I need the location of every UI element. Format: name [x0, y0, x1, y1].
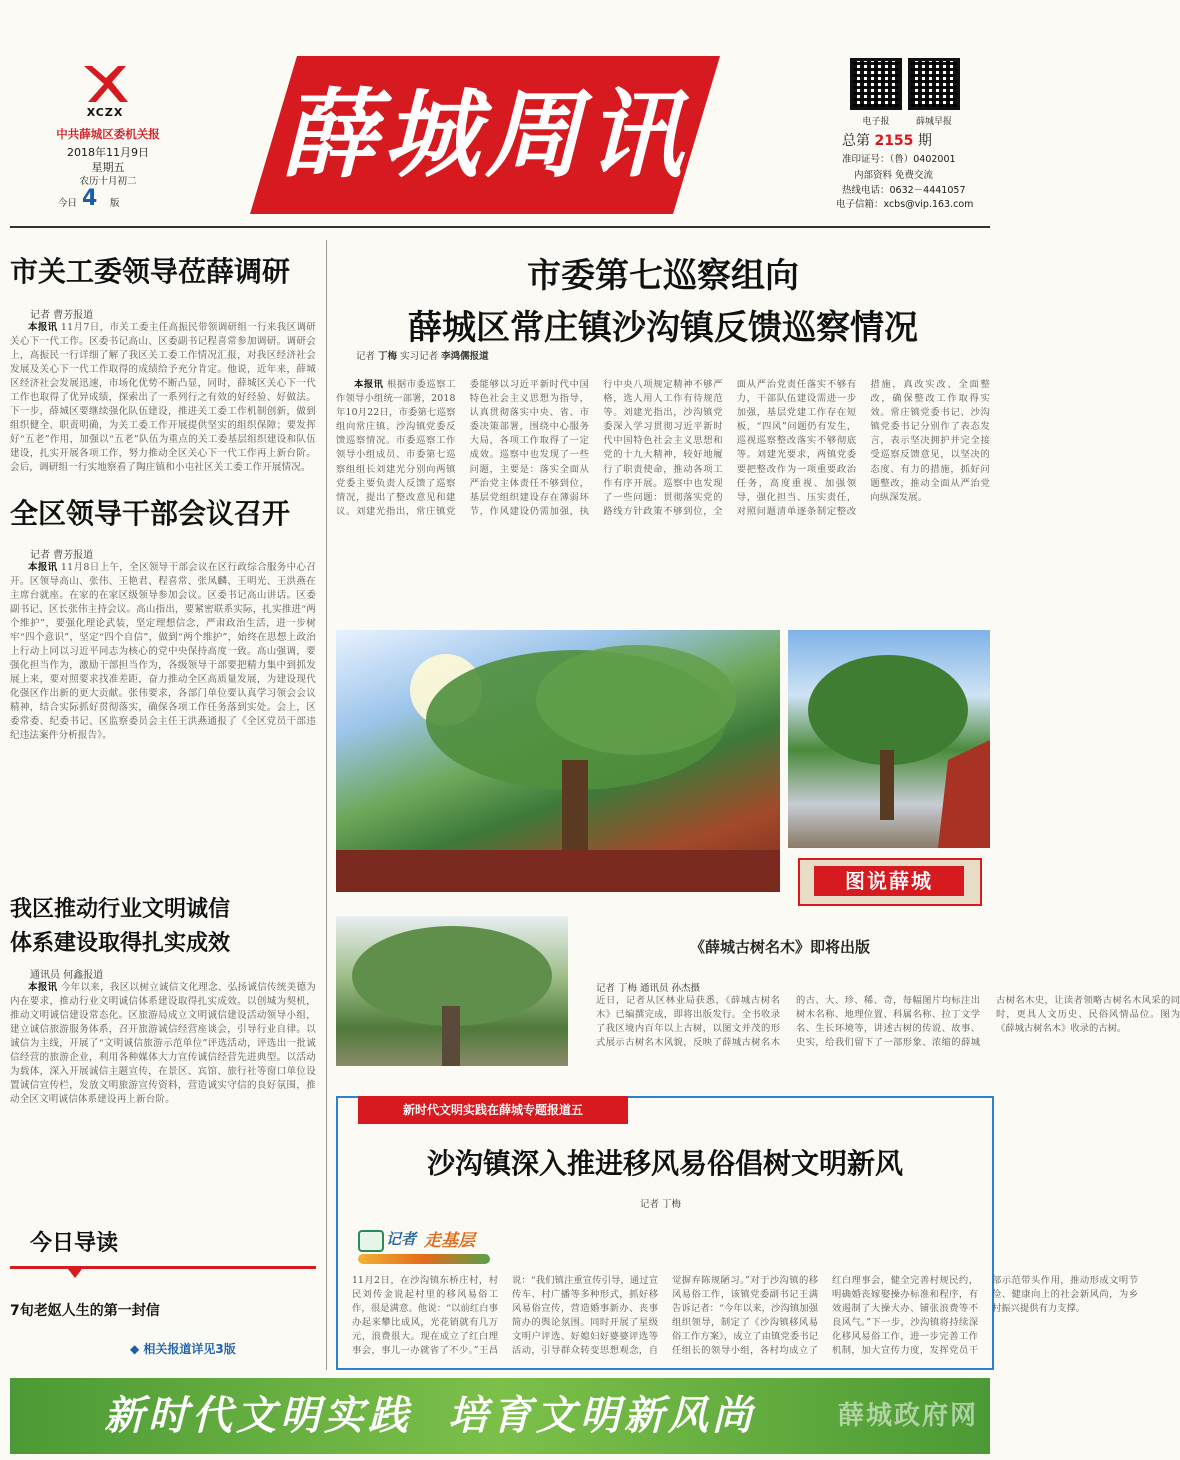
byline-text: 记者 曹芳报道	[30, 310, 94, 321]
lead-text: 根据市委巡察工作领导小组统一部署，2018年10月22日，市委第七巡察组向常庄镇、沙沟镇党委反馈巡察情况。市委巡察工作领导小组成员、市委第七巡察组组长刘建光分别向两镇党委主要负责人反馈了巡察情况，提出了整改意见和建议。刘建光指出，常庄镇党委能够以习近平新时代中国特色社会主义思想为指导，认真贯彻落实中央、省、市委决策部署，围绕中心服务大局，各项工作取得了一定成效。巡察中也发现了一些问题，主要是：落实全面从严治党主体责任不够到位，基层党组织建设存在薄弱环节，作风建设仍需加强，执行中央八项规定精神不够严格，选人用人工作有待规范等。刘建光指出，沙沟镇党委深入学习贯彻习近平新时代中国特色社会主义思想和党的十九大精神，较好地履行了职责使命，推动各项工作有序开展。巡察中也发现了一些问题：贯彻落实党的路线方针政策不够到位，全面从严治党责任落实不够有力，干部队伍建设需进一步加强，基层党建工作存在短板，“四风”问题仍有发生，巡视巡察整改落实不够彻底等。刘建光要求，两镇党委要把整改作为一项重要政治任务，高度重视、加强领导，强化担当、压实责任，对照问题清单逐条制定整改措施，真改实改、全面整改，确保整改工作取得实效。常庄镇党委书记、沙沟镇党委书记分别作了表态发言，表示坚决拥护并完全接受巡察反馈意见，以坚决的态度、有力的措施，抓好问题整改，推动全面从严治党向纵深发展。	[336, 379, 990, 517]
logo[interactable]	[80, 62, 130, 122]
article-byline	[10, 306, 316, 321]
photo-tag	[798, 858, 982, 906]
guide-rule	[10, 1266, 316, 1269]
article-title: 全区领导干部会议召开	[10, 497, 291, 530]
column-divider	[326, 240, 327, 1370]
article-text: 今年以来，我区以树立诚信文化理念、弘扬诚信传统美德为内在要求，推动行业文明诚信体系建设取得扎实成效。以创城为契机，推动文明诚信建设常态化。区旅游局成立文明诚信建设活动领导小组，建立诚信旅游服务体系，召开旅游诚信经营座谈会，引导行业自律。以诚信为主线，开展了“文明诚信旅游示范单位”评选活动，评选出一批诚信经营的旅游企业，利用各种媒体大力宣传诚信经营先进典型。以活动为载体，深入开展诚信主题宣传，在景区、宾馆、旅行社等窗口单位设置诚信宣传栏，发放文明旅游宣传资料，营造诚实守信的良好氛围，推动全区文明诚信体系建设再上新台阶。	[10, 982, 316, 1105]
page-count	[52, 187, 162, 213]
article-guanxin[interactable]	[10, 248, 316, 476]
footer-watermark: 薛城政府网	[837, 1401, 978, 1431]
issue-suffix: 期	[917, 133, 932, 149]
byline-reporter-label: 记者	[356, 351, 376, 362]
article-body	[10, 321, 316, 473]
lead-story[interactable]	[336, 250, 990, 620]
print-permit: 准印证号：（鲁）0402001	[842, 154, 956, 165]
special-byline: 记者 丁梅	[640, 1199, 682, 1210]
qr-code-right[interactable]	[908, 58, 960, 110]
photo-caption-text: 近日，记者从区林业局获悉，《薛城古树名木》已编撰完成，即将出版发行。全书收录了我区境内百年以上古树，以图文并茂的形式展示古树名木风貌，反映了薛城古树名木的古、大、珍、稀、奇，每幅图片均标注出树木名称、地理位置、科属名称、拉丁文学名、生长环境等，讲述古树的传说、故事、史实，给我们留下了一部形象、浓缩的薛城古树名木史，让读者领略古树名木风采的同时，更具人文历史、民俗风情品位。图为《薛城古树名木》收录的古树。	[596, 995, 1180, 1048]
hotline: 热线电话：0632－4441057	[842, 185, 966, 196]
page-count-suffix: 版	[110, 198, 120, 209]
today-guide	[10, 1222, 316, 1372]
lead-body	[336, 378, 990, 618]
byline-intern: 李鸿儒报道	[441, 351, 489, 362]
issue-prefix: 总第	[842, 133, 870, 149]
page-count-number: 4	[82, 186, 98, 211]
lead-title-line2: 薛城区常庄镇沙沟镇反馈巡察情况	[408, 308, 918, 348]
article-lead: 本报讯	[28, 562, 58, 573]
article-lead: 本报讯	[28, 322, 58, 333]
article-byline	[10, 966, 316, 981]
qr-code-left[interactable]	[850, 58, 902, 110]
byline-text: 通讯员 何鑫报道	[30, 970, 104, 981]
photo-caption-byline: 记者 丁梅 通讯员 孙杰摄	[596, 983, 701, 994]
photo-caption-title: 《薛城古树名木》即将出版	[689, 938, 870, 956]
byline-intern-label: 实习记者	[400, 351, 439, 362]
guide-title: 今日导读	[30, 1230, 119, 1256]
logo-text: XCZX	[86, 106, 124, 119]
special-banner: 新时代文明实践在薛城专题报道五	[358, 1096, 628, 1124]
article-text: 11月8日上午，全区领导干部会议在区行政综合服务中心召开。区领导高山、张伟、王艳君、程喜常、张凤麟、王明光、王洪燕在主席台就座。在家的在家区级领导参加会议。区委书记高山讲话。区委副书记、区长张伟主持会议。高山指出，要紧密联系实际，扎实推进“两个维护”，要强化理论武装，坚定理想信念，严肃政治生活，进一步树牢“四个意识”，坚定“四个自信”，做到“两个维护”，始终在思想上政治上行动上同以习近平同志为核心的党中央保持高度一致。高山强调，要强化担当作为，激励干部担当作为，各级领导干部要把精力集中到抓发展上来，要对照要求找准差距，奋力推动全区高质量发展，为建设现代化强区作出新的更大贡献。张伟要求，各部门单位要认真学习领会会议精神，结合实际抓好贯彻落实，确保各项工作任务落到实处。会上，区委常委、纪委书记、区监察委员会主任王洪燕通报了《全区党员干部违纪违法案件分析报告》。	[10, 562, 316, 741]
lead-title-line1: 市委第七巡察组向	[527, 256, 799, 296]
special-title: 沙沟镇深入推进移风易俗倡树文明新风	[426, 1147, 903, 1180]
byline-text: 记者 曹芳报道	[30, 550, 94, 561]
logo-icon	[80, 62, 130, 104]
tree-illustration	[336, 916, 568, 1066]
footer-slogan: 新时代文明实践 培育文明新风尚	[104, 1392, 756, 1439]
footer-banner	[10, 1378, 990, 1454]
special-badge	[358, 1224, 490, 1268]
article-body	[10, 561, 316, 867]
photo-main[interactable]	[336, 630, 780, 892]
internal-note: 内部资料 免费交流	[854, 170, 934, 181]
badge-prefix: 记者	[386, 1230, 417, 1248]
photo-tag-text: 图说薛城	[814, 866, 964, 896]
issue-number-value: 2155	[874, 133, 914, 149]
lead-lead: 本报讯	[354, 379, 384, 390]
masthead	[0, 0, 1000, 240]
badge-ribbon	[358, 1254, 490, 1264]
byline-reporter: 丁梅	[378, 351, 398, 362]
lunar-date: 农历十月初二	[79, 176, 137, 187]
article-integrity[interactable]	[10, 892, 316, 1214]
photo-small[interactable]	[336, 916, 568, 1066]
guide-link[interactable]: ◆ 相关报道详见3版	[130, 1342, 236, 1356]
badge-main: 走基层	[424, 1231, 475, 1251]
special-body: 11月2日，在沙沟镇东桥庄村，村民刘传金说起村里的移风易俗工作，很是满意。他说：“以前红白事办起来攀比成风，光花销就有几万元，浪费很大。现在成立了红白理事会，事儿一办就省了不少。”王昌说：“我们镇注重宣传引导，通过宣传车、村广播等多种形式，抓好移风易俗宣传，营造婚事新办、丧事简办的舆论氛围。同时开展了星级文明户评选、好媳妇好婆婆评选等活动，引导群众转变思想观念，自觉摒弃陈规陋习。”对于沙沟镇的移风易俗工作，该镇党委副书记王满告诉记者：“今年以来，沙沟镇加强组织领导，制定了《沙沟镇移风易俗工作方案》，成立了由镇党委书记任组长的领导小组，各村均成立了红白理事会，健全完善村规民约，明确婚丧嫁娶操办标准和程序，有效遏制了大操大办、铺张浪费等不良风气。”下一步，沙沟镇将持续深化移风易俗工作，进一步完善工作机制，加大宣传力度，发挥党员干部示范带头作用，推动形成文明节俭、健康向上的社会新风尚，为乡村振兴提供有力支撑。	[352, 1275, 1138, 1356]
article-body	[10, 981, 316, 1207]
issue-number	[842, 130, 932, 150]
masthead-rule	[10, 226, 990, 228]
article-lead: 本报讯	[28, 982, 58, 993]
article-byline	[10, 546, 316, 561]
article-text: 11月7日，市关工委主任高振民带领调研组一行来我区调研关心下一代工作。区委书记高山、区委副书记程喜常参加调研。调研会上，高振民一行详细了解了我区关工委工作情况汇报，对我区经济社会发展及关心下一代工作取得的成绩给予充分肯定。他说，近年来，薛城区经济社会发展迅速，市场化优势不断凸显，同时，薛城区关心下一代工作也取得了优异成绩，探索出了一系列行之有效的好经验、好做法。下一步，薛城区要继续强化队伍建设，推进关工委工作机制创新，做到组织健全、职责明确，为关工委工作开展提供坚实的组织保障；要发挥好“五老”作用，加强以“五老”队伍为重点的关工委基层组织建设和队伍建设，扎实开展各项工作，努力推动全区关心下一代工作再上新台阶。会后，调研组一行实地察看了陶庄镇和小屯社区关工委工作开展情况。	[10, 322, 316, 473]
weekday: 星期五	[91, 161, 125, 174]
email: 电子信箱：xcbs@vip.163.com	[836, 199, 974, 210]
article-meeting[interactable]	[10, 490, 316, 880]
article-title-line2: 体系建设取得扎实成效	[10, 930, 231, 956]
paper-org: 中共薛城区委机关报	[56, 127, 160, 141]
paper-title: 薛城周讯	[281, 78, 689, 191]
lead-byline	[356, 350, 496, 364]
page-count-prefix: 今日	[58, 198, 78, 209]
qr-left-label: 电子报	[862, 117, 890, 127]
article-title-line1: 我区推动行业文明诚信	[10, 896, 231, 922]
tree-illustration	[336, 630, 780, 892]
guide-item[interactable]: 7旬老妪人生的第一封信	[10, 1303, 160, 1319]
issue-date: 2018年11月9日	[67, 146, 149, 159]
photo-side[interactable]	[788, 630, 990, 848]
qr-right-label: 薛城早报	[915, 117, 952, 127]
guide-arrow-icon	[68, 1269, 82, 1278]
article-title: 市关工委领导莅薛调研	[10, 255, 291, 288]
camera-icon	[358, 1230, 384, 1252]
special-report[interactable]	[336, 1096, 1138, 1370]
tree-illustration	[788, 630, 990, 848]
